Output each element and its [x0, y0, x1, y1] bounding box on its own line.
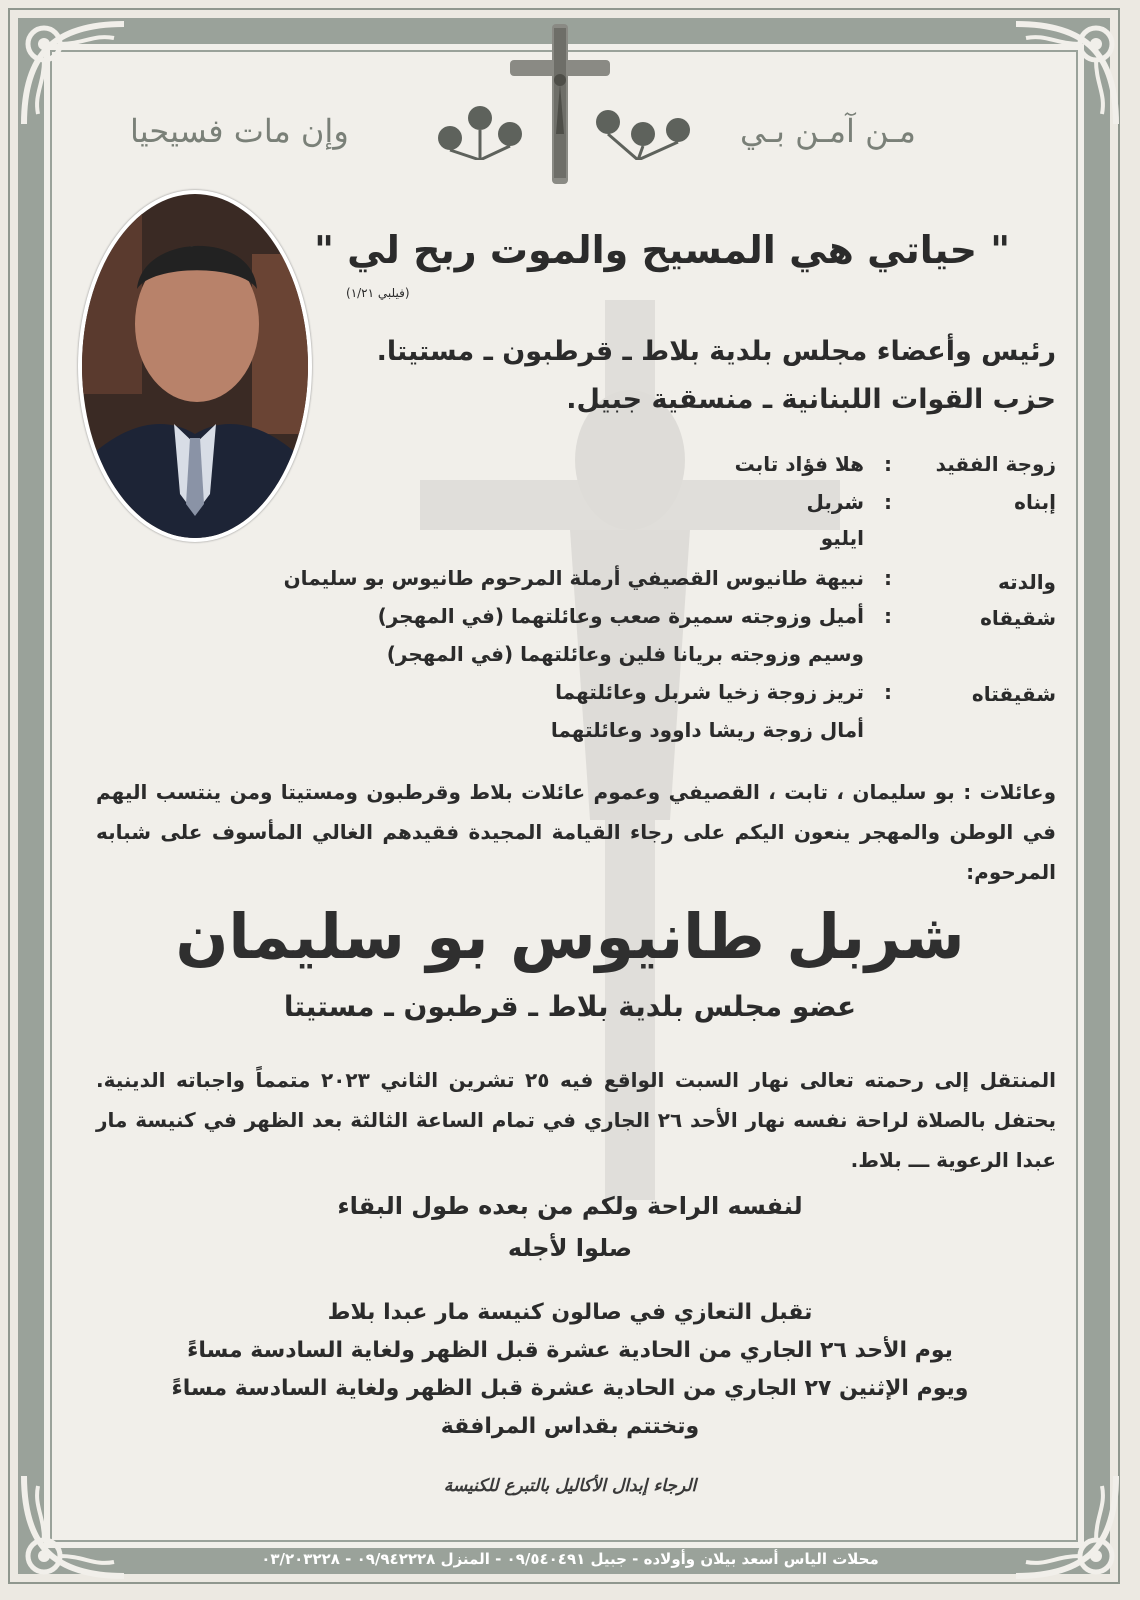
deceased-role: عضو مجلس بلدية بلاط ـ قرطبون ـ مستيتا [283, 990, 857, 1023]
roses-left-icon [430, 100, 530, 160]
mourning-org-line-2: حزب القوات اللبنانية ـ منسقية جبيل. [566, 384, 1056, 415]
printer-credit: محلات الياس أسعد بيلان وأولاده - جبيل ٠٩/٥٤٠٤٩١ - المنزل ٠٩/٩٤٢٢٢٨ - ٠٣/٢٠٣٢٢٨ [261, 1550, 879, 1568]
colon: : [884, 452, 892, 476]
bible-quote-reference: (فيلبي ١/٢١) [346, 286, 410, 300]
deceased-name: شربل طانيوس بو سليمان [175, 900, 965, 973]
prayer-line: لنفسه الراحة ولكم من بعده طول البقاء [337, 1192, 803, 1220]
sisters-label: شقيقتاه [971, 682, 1056, 706]
son-name: شربل [806, 490, 864, 514]
colon: : [884, 680, 892, 704]
brother-name: وسيم وزوجته بريانا فلين وعائلتهما (في المهجر) [386, 642, 864, 666]
brothers-label: شقيقاه [980, 606, 1056, 630]
sister-name: أمال زوجة ريشا داوود وعائلتهما [550, 718, 864, 742]
condolences-line: ويوم الإثنين ٢٧ الجاري من الحادية عشرة قبل الظهر ولغاية السادسة مساءً [171, 1376, 969, 1401]
families-announcement: وعائلات : بو سليمان ، تابت ، القصيفي وعموم عائلات بلاط وقرطبون ومستيتا ومن ينتسب اليهم في الوطن والمهجر ينعون اليكم على رجاء القيامة المجيدة فقيدهم الغالي المأسوف على شبابه المرحوم: [96, 780, 1056, 884]
mother-name: نبيهة طانيوس القصيفي أرملة المرحوم طانيوس بو سليمان [283, 566, 864, 590]
son-name: ايليو [820, 526, 864, 550]
colon: : [884, 566, 892, 590]
deceased-photo [78, 190, 312, 542]
wreath-donation-note: الرجاء إبدال الأكاليل بالتبرع للكنيسة [443, 1476, 697, 1496]
brother-name: أميل وزوجته سميرة صعب وعائلتهما (في المهجر) [377, 604, 864, 628]
wife-label: زوجة الفقيد [935, 452, 1056, 476]
condolences-line: وتختتم بقداس المرافقة [440, 1414, 700, 1439]
wife-name: هلا فؤاد تابت [734, 452, 864, 476]
condolences-line: تقبل التعازي في صالون كنيسة مار عبدا بلاط [327, 1300, 813, 1325]
funeral-details: المنتقل إلى رحمته تعالى نهار السبت الواقع فيه ٢٥ تشرين الثاني ٢٠٢٣ متمماً واجباته الدينية. يحتفل بالصلاة لراحة نفسه نهار الأحد ٢٦ الجاري في تمام الساعة الثالثة بعد الظهر في كنيسة مار عبدا الرعوية ـــ بلاط. [96, 1068, 1057, 1172]
portrait-image [82, 194, 308, 538]
corner-ornament-icon [1006, 14, 1126, 134]
colon: : [884, 490, 892, 514]
sons-label: إبناه [1014, 490, 1056, 514]
roses-right-icon [588, 100, 698, 160]
verse-right: مـن آمـن بـي [740, 112, 916, 150]
verse-left: وإن مات فسيحيا [130, 112, 349, 150]
colon: : [884, 604, 892, 628]
corner-ornament-icon [14, 14, 134, 134]
condolences-line: يوم الأحد ٢٦ الجاري من الحادية عشرة قبل الظهر ولغاية السادسة مساءً [187, 1338, 953, 1363]
mourning-org-line-1: رئيس وأعضاء مجلس بلدية بلاط ـ قرطبون ـ مستيتا. [376, 336, 1056, 367]
prayer-line: صلوا لأجله [507, 1234, 633, 1262]
sister-name: تريز زوجة زخيا شربل وعائلتهما [555, 680, 864, 704]
mother-label: والدته [998, 570, 1056, 594]
bible-quote: " حياتي هي المسيح والموت ربح لي " [314, 228, 1010, 272]
